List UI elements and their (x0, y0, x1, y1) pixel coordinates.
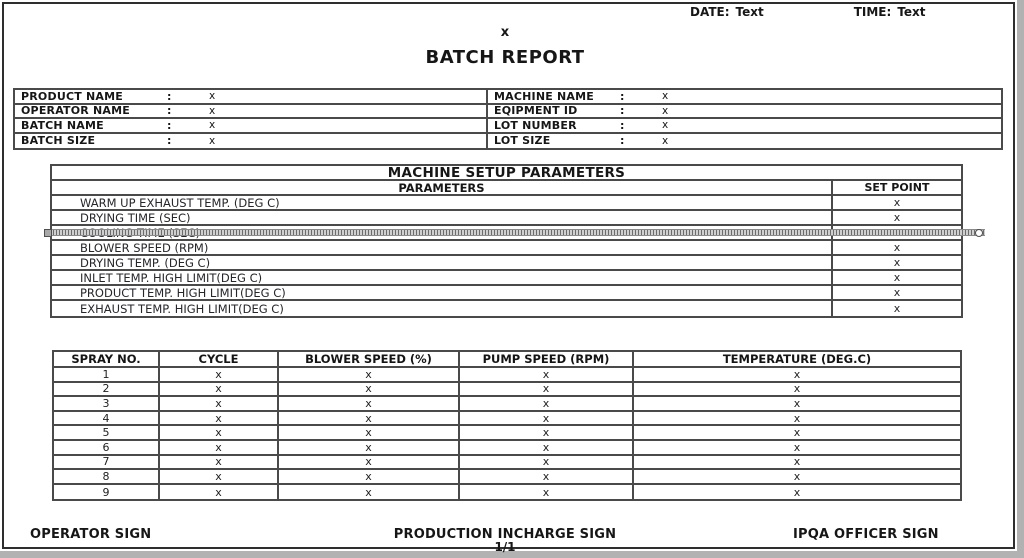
blower-speed-value: x (277, 426, 458, 439)
time-label: TIME: (853, 5, 892, 19)
temperature-value: x (632, 485, 960, 500)
column-header-parameters: PARAMETERS (398, 180, 485, 195)
spray-no: 5 (102, 426, 110, 440)
table-row (54, 368, 960, 383)
spray-table (52, 350, 962, 501)
blower-speed-value: x (277, 412, 458, 425)
cycle-value: x (158, 426, 277, 439)
cycle-value: x (158, 485, 277, 500)
divider-resize-handle-right[interactable] (975, 229, 983, 237)
info-row-lot-size (488, 134, 1001, 149)
cycle-value: x (158, 470, 277, 483)
temperature-value: x (632, 426, 960, 439)
blower-speed-value: x (277, 397, 458, 410)
field-separator: : (620, 118, 625, 132)
set-point-value: x (831, 241, 961, 254)
temperature-value: x (632, 368, 960, 381)
field-value: x (209, 119, 216, 132)
field-value: x (662, 90, 669, 103)
field-label: EQIPMENT ID (494, 104, 578, 118)
time-value: Text (897, 5, 926, 19)
column-header-temperature: TEMPERATURE (DEG.C) (632, 352, 960, 366)
pump-speed-value: x (458, 470, 632, 483)
set-point-value: x (831, 301, 961, 316)
pump-speed-value: x (458, 456, 632, 469)
field-value: x (209, 104, 216, 117)
field-value: x (209, 90, 216, 103)
spray-no: 9 (102, 485, 110, 499)
time-field (854, 5, 926, 19)
field-separator: : (167, 134, 172, 148)
table-row (52, 286, 961, 301)
blower-speed-value: x (277, 485, 458, 500)
table-row (54, 397, 960, 412)
spray-no: 1 (102, 367, 110, 381)
field-separator: : (167, 104, 172, 118)
cycle-value: x (158, 383, 277, 396)
column-header-blower-speed: BLOWER SPEED (%) (277, 352, 458, 366)
set-point-value: x (831, 271, 961, 284)
cycle-value: x (158, 441, 277, 454)
window-edge-right (1017, 0, 1024, 558)
set-point-value: x (831, 211, 961, 224)
column-header-cycle: CYCLE (158, 352, 277, 366)
field-separator: : (620, 134, 625, 148)
spray-no: 8 (102, 469, 110, 483)
spray-no: 2 (102, 382, 110, 396)
spray-table-header-row (54, 352, 960, 368)
column-header-spray-no: SPRAY NO. (71, 352, 141, 366)
blower-speed-value: x (277, 441, 458, 454)
divider-resize-handle-left[interactable] (44, 229, 52, 237)
pump-speed-value: x (458, 368, 632, 381)
table-row (52, 196, 961, 211)
table-row (54, 383, 960, 398)
spray-no: 4 (102, 411, 110, 425)
info-row-batch-name (15, 119, 486, 134)
datetime-row (690, 5, 926, 19)
date-label: DATE: (690, 5, 730, 19)
machine-setup-parameters-table (50, 164, 963, 318)
set-point-value: x (831, 196, 961, 209)
pump-speed-value: x (458, 441, 632, 454)
blower-speed-value: x (277, 368, 458, 381)
cycle-value: x (158, 412, 277, 425)
pump-speed-value: x (458, 426, 632, 439)
setup-table-header-row (52, 181, 961, 196)
table-row (52, 211, 961, 226)
field-label: BATCH NAME (21, 118, 104, 132)
field-label: LOT SIZE (494, 134, 551, 148)
set-point-value: x (831, 286, 961, 299)
info-row-product-name (15, 90, 486, 105)
field-label: BATCH SIZE (21, 134, 96, 148)
temperature-value: x (632, 470, 960, 483)
date-field (690, 5, 764, 19)
pump-speed-value: x (458, 397, 632, 410)
blower-speed-value: x (277, 383, 458, 396)
parameter-name: BLOWER SPEED (RPM) (80, 240, 209, 255)
selected-divider-line[interactable] (47, 229, 985, 236)
operator-sign-label: OPERATOR SIGN (30, 527, 152, 542)
spray-no: 3 (102, 396, 110, 410)
field-label: LOT NUMBER (494, 118, 577, 132)
table-row (54, 470, 960, 485)
column-header-pump-speed: PUMP SPEED (RPM) (458, 352, 632, 366)
pump-speed-value: x (458, 485, 632, 500)
table-row (54, 456, 960, 471)
field-separator: : (620, 104, 625, 118)
info-row-equipment-id (488, 105, 1001, 120)
table-row (54, 441, 960, 456)
report-subtitle-placeholder: x (500, 25, 510, 40)
spray-no: 7 (102, 455, 110, 469)
column-header-set-point: SET POINT (831, 181, 961, 194)
blower-speed-value: x (277, 470, 458, 483)
cycle-value: x (158, 397, 277, 410)
parameter-name: EXHAUST TEMP. HIGH LIMIT(DEG C) (80, 301, 284, 316)
table-row (52, 271, 961, 286)
temperature-value: x (632, 441, 960, 454)
parameter-name: DRYING TEMP. (DEG C) (80, 255, 211, 270)
field-value: x (209, 134, 216, 147)
parameter-name: DRYING TIME (SEC) (80, 210, 191, 225)
info-row-operator-name (15, 105, 486, 120)
setup-table-title: MACHINE SETUP PARAMETERS (52, 166, 961, 181)
table-row (52, 256, 961, 271)
cycle-value: x (158, 456, 277, 469)
table-row (54, 485, 960, 500)
production-incharge-sign-label: PRODUCTION INCHARGE SIGN (393, 527, 617, 542)
info-row-machine-name (488, 90, 1001, 105)
batch-info-table (13, 88, 488, 150)
table-row (54, 412, 960, 427)
pump-speed-value: x (458, 383, 632, 396)
field-separator: : (167, 118, 172, 132)
spray-no: 6 (102, 440, 110, 454)
field-value: x (662, 119, 669, 132)
table-row (52, 241, 961, 256)
temperature-value: x (632, 397, 960, 410)
parameter-name: INLET TEMP. HIGH LIMIT(DEG C) (80, 270, 263, 285)
field-separator: : (167, 89, 172, 103)
cycle-value: x (158, 368, 277, 381)
temperature-value: x (632, 456, 960, 469)
parameter-name: PRODUCT TEMP. HIGH LIMIT(DEG C) (80, 285, 286, 300)
info-row-batch-size (15, 134, 486, 149)
machine-info-table (488, 88, 1003, 150)
page-title: BATCH REPORT (425, 47, 585, 68)
page-number: 1/1 (494, 540, 516, 554)
field-label: PRODUCT NAME (21, 89, 123, 103)
table-row (54, 426, 960, 441)
info-row-lot-number (488, 119, 1001, 134)
parameter-name: WARM UP EXHAUST TEMP. (DEG C) (80, 195, 280, 210)
temperature-value: x (632, 383, 960, 396)
ipqa-officer-sign-label: IPQA OFFICER SIGN (793, 527, 939, 542)
date-value: Text (735, 5, 764, 19)
temperature-value: x (632, 412, 960, 425)
field-label: OPERATOR NAME (21, 104, 130, 118)
field-value: x (662, 134, 669, 147)
field-separator: : (620, 89, 625, 103)
table-row (52, 301, 961, 316)
set-point-value: x (831, 256, 961, 269)
field-label: MACHINE NAME (494, 89, 594, 103)
blower-speed-value: x (277, 456, 458, 469)
field-value: x (662, 104, 669, 117)
pump-speed-value: x (458, 412, 632, 425)
